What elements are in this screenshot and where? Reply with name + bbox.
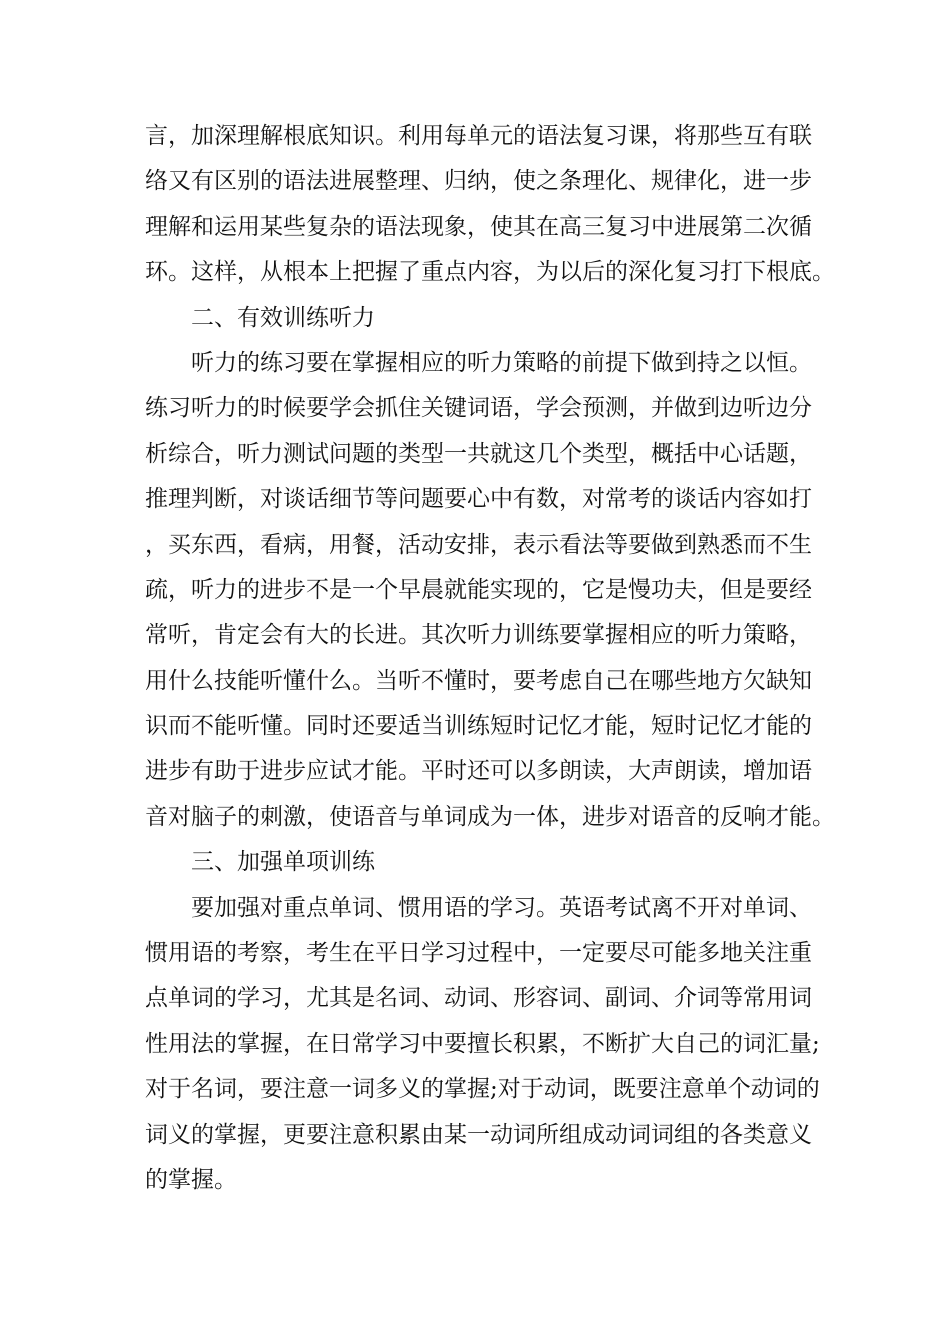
text-line: 听力的练习要在掌握相应的听力策略的前提下做到持之以恒。 — [191, 349, 812, 376]
text-line: 析综合，听力测试问题的类型一共就这几个类型，概括中心话题， — [145, 440, 812, 467]
body-text — [145, 114, 835, 1203]
text-line: ，买东西，看病，用餐，活动安排，表示看法等要做到熟悉而不生 — [145, 531, 812, 558]
text-line: 环。这样，从根本上把握了重点内容，为以后的深化复习打下根底。 — [145, 259, 835, 286]
text-line: 言，加深理解根底知识。利用每单元的语法复习课，将那些互有联 — [145, 123, 812, 149]
text-line: 点单词的学习，尤其是名词、动词、形容词、副词、介词等常用词 — [145, 985, 812, 1012]
text-line: 用什么技能听懂什么。当听不懂时，要考虑自己在哪些地方欠缺知 — [145, 667, 812, 694]
text-line: 惯用语的考察，考生在平日学习过程中，一定要尽可能多地关注重 — [145, 940, 812, 967]
text-line: 的掌握。 — [145, 1166, 237, 1193]
text-line: 要加强对重点单词、惯用语的学习。英语考试离不开对单词、 — [191, 894, 812, 921]
section-heading: 二、有效训练听力 — [191, 304, 375, 331]
text-line: 推理判断，对谈话细节等问题要心中有数，对常考的谈话内容如打 — [145, 486, 812, 513]
text-line: 疏，听力的进步不是一个早晨就能实现的，它是慢功夫，但是要经 — [145, 576, 812, 603]
text-line: 进步有助于进步应试才能。平时还可以多朗读，大声朗读，增加语 — [145, 758, 812, 785]
text-line: 对于名词，要注意一词多义的掌握;对于动词，既要注意单个动词的 — [145, 1076, 820, 1103]
text-line: 理解和运用某些复杂的语法现象，使其在高三复习中进展第二次循 — [145, 213, 812, 240]
text-line: 音对脑子的刺激，使语音与单词成为一体，进步对语音的反响才能。 — [145, 803, 835, 830]
text-line: 性用法的掌握，在日常学习中要擅长积累，不断扩大自己的词汇量; — [145, 1030, 820, 1057]
text-line: 识而不能听懂。同时还要适当训练短时记忆才能，短时记忆才能的 — [145, 713, 812, 740]
text-line: 常听，肯定会有大的长进。其次听力训练要掌握相应的听力策略， — [145, 622, 812, 649]
text-line: 词义的掌握，更要注意积累由某一动词所组成动词词组的各类意义 — [145, 1121, 812, 1148]
text-line: 络又有区别的语法进展整理、归纳，使之条理化、规律化，进一步 — [145, 168, 812, 195]
section-heading: 三、加强单项训练 — [191, 849, 375, 876]
text-line: 练习听力的时候要学会抓住关键词语，学会预测，并做到边听边分 — [145, 395, 812, 422]
